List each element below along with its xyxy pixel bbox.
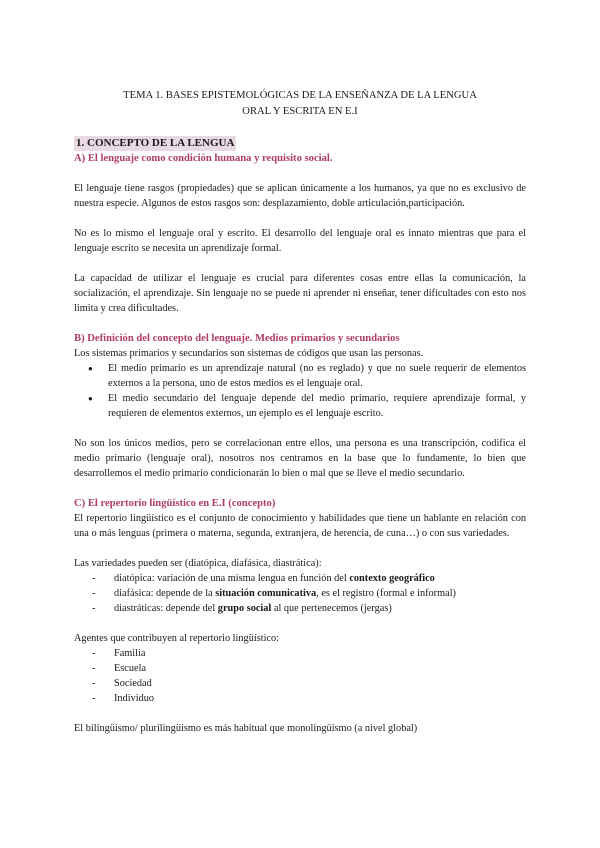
paragraph-a3: La capacidad de utilizar el lenguaje es crucial para diferentes cosas entre ellas la comunicación, la socialización, el aprendizaje. Sin lenguaje no se puede ni aprender ni enseñar, tener dificultades con esto nos limita y crea dificultades. [74,273,526,314]
paragraph-c1: El repertorio lingüístico es el conjunto de conocimiento y habilidades que tiene un hablante en relación con una o más lenguas (primera o materna, segunda, extranjera, de herencia, de cuna…) o con sus variedades. [74,513,526,539]
paragraph-c3: Agentes que contribuyen al repertorio lingüístico: [74,633,280,644]
title-line-1: TEMA 1. BASES EPISTEMOLÓGICAS DE LA ENSEÑANZA DE LA LENGUA [123,90,477,101]
list-item: - Escuela [114,661,526,676]
paragraph-b1: Los sistemas primarios y secundarios son sistemas de códigos que usan las personas. [74,348,424,359]
list-item [114,601,526,616]
subheading-a: A) El lenguaje como condición humana y requisito social. [74,153,333,164]
paragraph-a2: No es lo mismo el lenguaje oral y escrito. El desarrollo del lenguaje oral es innato mientras que para el lenguaje escrito se necesita un aprendizaje formal. [74,228,526,254]
paragraph-c4: El bilingüismo/ plurilingüismo es más habitual que monolingüismo (a nivel global) [74,723,418,734]
document-page [74,0,526,736]
list-item: - Sociedad [114,676,526,691]
list-item [114,586,526,601]
variety-list [74,571,526,616]
list-item [114,571,526,586]
variety-text: al que pertenecemos (jergas) [271,603,392,614]
variety-bold: situación comunicativa [215,588,317,599]
list-item: - Familia [114,646,526,661]
paragraph-b2: No son los únicos medios, pero se correlacionan entre ellos, una persona es una transcripción, codifica el medio primario (lenguaje oral), nosotros nos centramos en la base que lo fundamente, lo bien que desarrollemos el medio primario condicionarán lo bien o mal que se lleve el medio secundario. [74,438,526,479]
variety-bold: grupo social [217,603,272,614]
title-line-2: ORAL Y ESCRITA EN E.I [242,106,358,117]
agents-list [74,646,526,706]
list-item: ● El medio primario es un aprendizaje natural (no es reglado) y que no suele requerir de elementos externos a la persona, uno de estos medios es el lenguaje oral. [108,361,526,391]
variety-text: diatópica: variación de una misma lengua en función del [114,573,350,584]
paragraph-c2: Las variedades pueden ser (diatópica, diafásica, diastrática): [74,558,322,569]
list-item: ● El medio secundario del lenguaje depende del medio primario, requiere aprendizaje formal, y requieren de elementos externos, un ejemplo es el lenguaje escrito. [108,391,526,421]
document-title [74,88,526,120]
section-heading-1: 1. CONCEPTO DE LA LENGUA [76,137,235,149]
paragraph-a1: El lenguaje tiene rasgos (propiedades) que se aplican únicamente a los humanos, ya que no es exclusivo de nuestra especie. Algunos de estos rasgos son: desplazamiento, doble articulación,participación. [74,183,526,209]
subheading-c: C) El repertorio lingüístico en E.I (concepto) [74,498,276,509]
variety-text: diafásica: depende de la [114,588,216,599]
bullet-list-media [74,361,526,421]
list-item: - Individuo [114,691,526,706]
variety-bold: contexto geográfico [349,573,435,584]
subheading-b: B) Definición del concepto del lenguaje. Medios primarios y secundarios [74,333,400,344]
variety-text: diastráticas: depende del [114,603,218,614]
variety-text: , es el registro (formal e informal) [316,588,456,599]
